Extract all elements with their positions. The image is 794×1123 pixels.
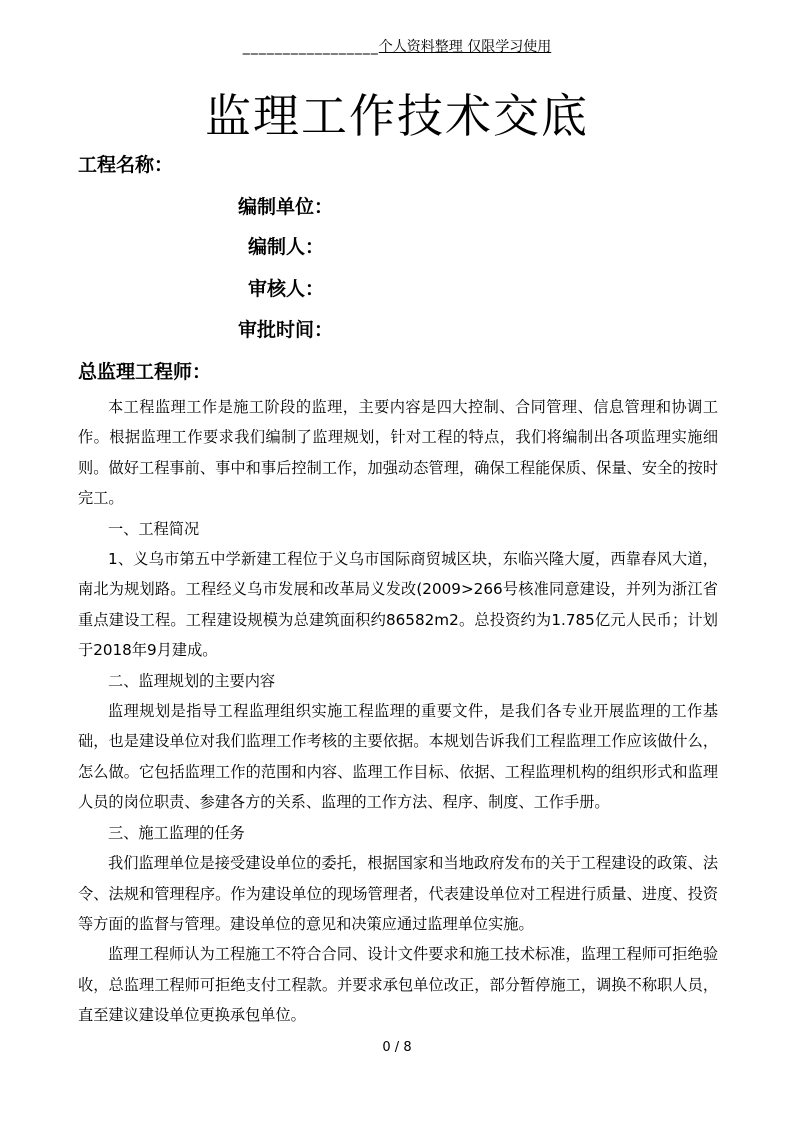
field-compile-unit: 编制单位：	[238, 196, 334, 218]
field-reviewer: 审核人：	[248, 278, 325, 300]
paragraph-plan: 监理规划是指导工程监理组织实施工程监理的重要文件，是我们各专业开展监理的工作基础，也是建设单位对我们监理工作考核的主要依据。本规划告诉我们工程监理工作应该做什么，怎么做。它包括监理工作的范围和内容、监理工作目标、依据、工程监理机构的组织形式和监理人员的岗位职责、参建各方的关系、监理的工作方法、程序、制度、工作手册。	[78, 702, 718, 812]
field-compiler: 编制人：	[248, 236, 325, 258]
field-chief-engineer: 总监理工程师：	[78, 361, 212, 383]
page-header	[0, 36, 794, 56]
document-title: 监理工作技术交底	[205, 89, 589, 143]
field-approval-time: 审批时间：	[238, 319, 334, 341]
page-number: 0 / 8	[382, 1040, 412, 1055]
section-heading-overview: 一、工程简况	[108, 519, 200, 538]
header-note: 个人资料整理 仅限学习使用	[378, 39, 552, 55]
field-project-name: 工程名称：	[78, 154, 174, 176]
paragraph-intro: 本工程监理工作是施工阶段的监理，主要内容是四大控制、合同管理、信息管理和协调工作。根据监理工作要求我们编制了监理规划，针对工程的特点，我们将编制出各项监理实施细则。做好工程事前、事中和事后控制工作，加强动态管理，确保工程能保质、保量、安全的按时完工。	[78, 398, 718, 508]
section-heading-tasks: 三、施工监理的任务	[108, 823, 245, 842]
section-heading-plan: 二、监理规划的主要内容	[108, 671, 276, 690]
paragraph-tasks-2: 监理工程师认为工程施工不符合合同、设计文件要求和施工技术标准，监理工程师可拒绝验收，总监理工程师可拒绝支付工程款。并要求承包单位改正，部分暂停施工，调换不称职人员，直至建议建设单位更换承包单位。	[78, 945, 718, 1025]
document-body	[78, 392, 718, 1031]
paragraph-tasks-1: 我们监理单位是接受建设单位的委托，根据国家和当地政府发布的关于工程建设的政策、法令、法规和管理程序。作为建设单位的现场管理者，代表建设单位对工程进行质量、进度、投资等方面的监督与管理。建设单位的意见和决策应通过监理单位实施。	[78, 854, 718, 933]
paragraph-overview: 1、义乌市第五中学新建工程位于义乌市国际商贸城区块，东临兴隆大厦，西靠春风大道，南北为规划路。工程经义乌市发展和改革局义发改(2009>266号核准同意建设，并列为浙江省重点建设工程。工程建设规模为总建筑面积约86582m2。总投资约为1.785亿元人民币；计划于2018年9月建成。	[78, 550, 718, 660]
header-dashes: _________________	[242, 39, 379, 55]
